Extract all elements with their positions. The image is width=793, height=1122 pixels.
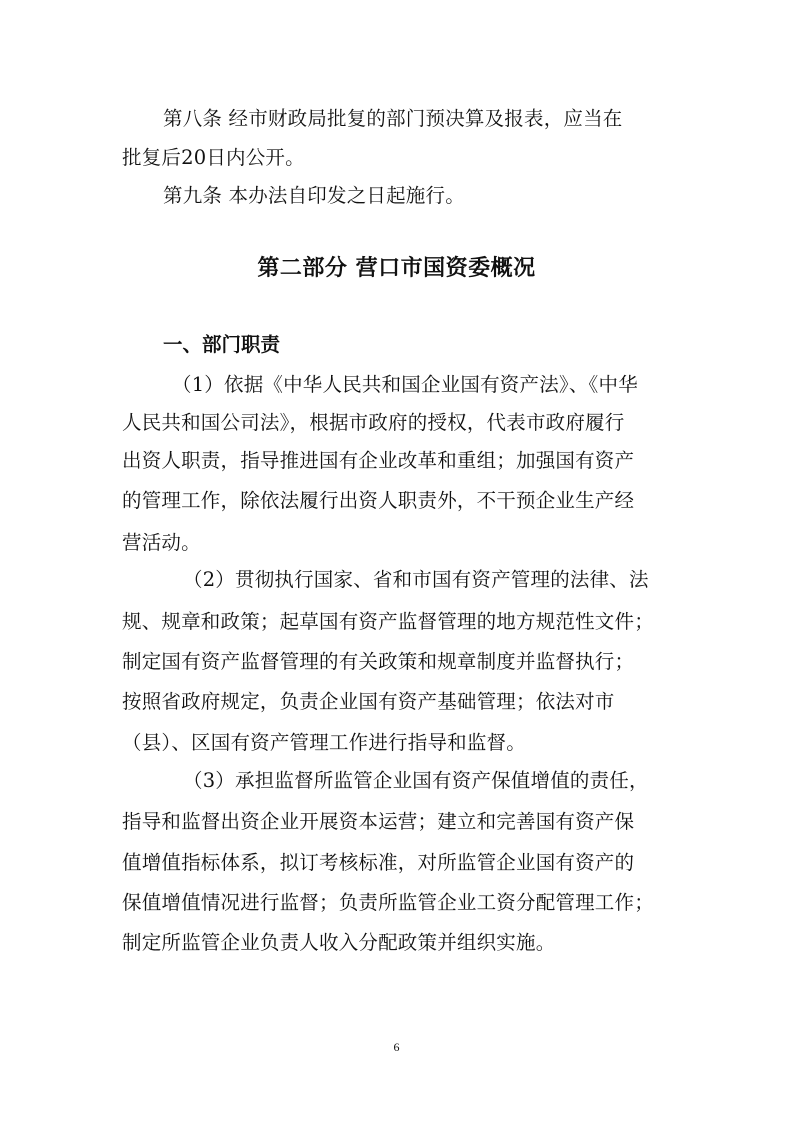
paragraph-2-line-2: 规、规章和政策；起草国有资产监督管理的地方规范性文件； (122, 610, 654, 633)
article-8-line-1: 第八条 经市财政局批复的部门预决算及报表，应当在 (163, 107, 623, 130)
page-number: 6 (393, 1040, 400, 1054)
paragraph-2-line-4: 按照省政府规定，负责企业国有资产基础管理；依法对市 (122, 690, 615, 713)
paragraph-3-line-4: 保值增值情况进行监督；负责所监管企业工资分配管理工作； (122, 891, 654, 914)
paragraph-2-line-5: （县）、区国有资产管理工作进行指导和监督。 (122, 731, 526, 754)
paragraph-3-line-2: 指导和监督出资企业开展资本运营；建立和完善国有资产保 (122, 810, 635, 833)
paragraph-1-line-4: 的管理工作，除依法履行出资人职责外，不干预企业生产经 (122, 489, 635, 512)
section-title: 第二部分 营口市国资委概况 (257, 256, 536, 281)
paragraph-2-line-3: 制定国有资产监督管理的有关政策和规章制度并监督执行； (122, 650, 635, 673)
article-9-line-1: 第九条 本办法自印发之日起施行。 (163, 184, 465, 207)
paragraph-3-line-3: 值增值指标体系，拟订考核标准，对所监管企业国有资产的 (122, 851, 635, 874)
paragraph-1-line-5: 营活动。 (122, 531, 201, 554)
paragraph-1-line-3: 出资人职责，指导推进国有企业改革和重组；加强国有资产 (122, 449, 635, 472)
subheading-department-duties: 一、部门职责 (163, 333, 281, 356)
article-8-line-2: 批复后20日内公开。 (122, 146, 305, 169)
paragraph-1-line-1: （1）依据《中华人民共和国企业国有资产法》、《中华 (172, 373, 638, 396)
paragraph-2-line-1: （2）贯彻执行国家、省和市国有资产管理的法律、法 (183, 568, 649, 591)
paragraph-3-line-1: （3）承担监督所监管企业国有资产保值增值的责任， (183, 769, 649, 792)
paragraph-1-line-2: 人民共和国公司法》，根据市政府的授权，代表市政府履行 (122, 411, 625, 434)
paragraph-3-line-5: 制定所监管企业负责人收入分配政策并组织实施。 (122, 931, 556, 954)
